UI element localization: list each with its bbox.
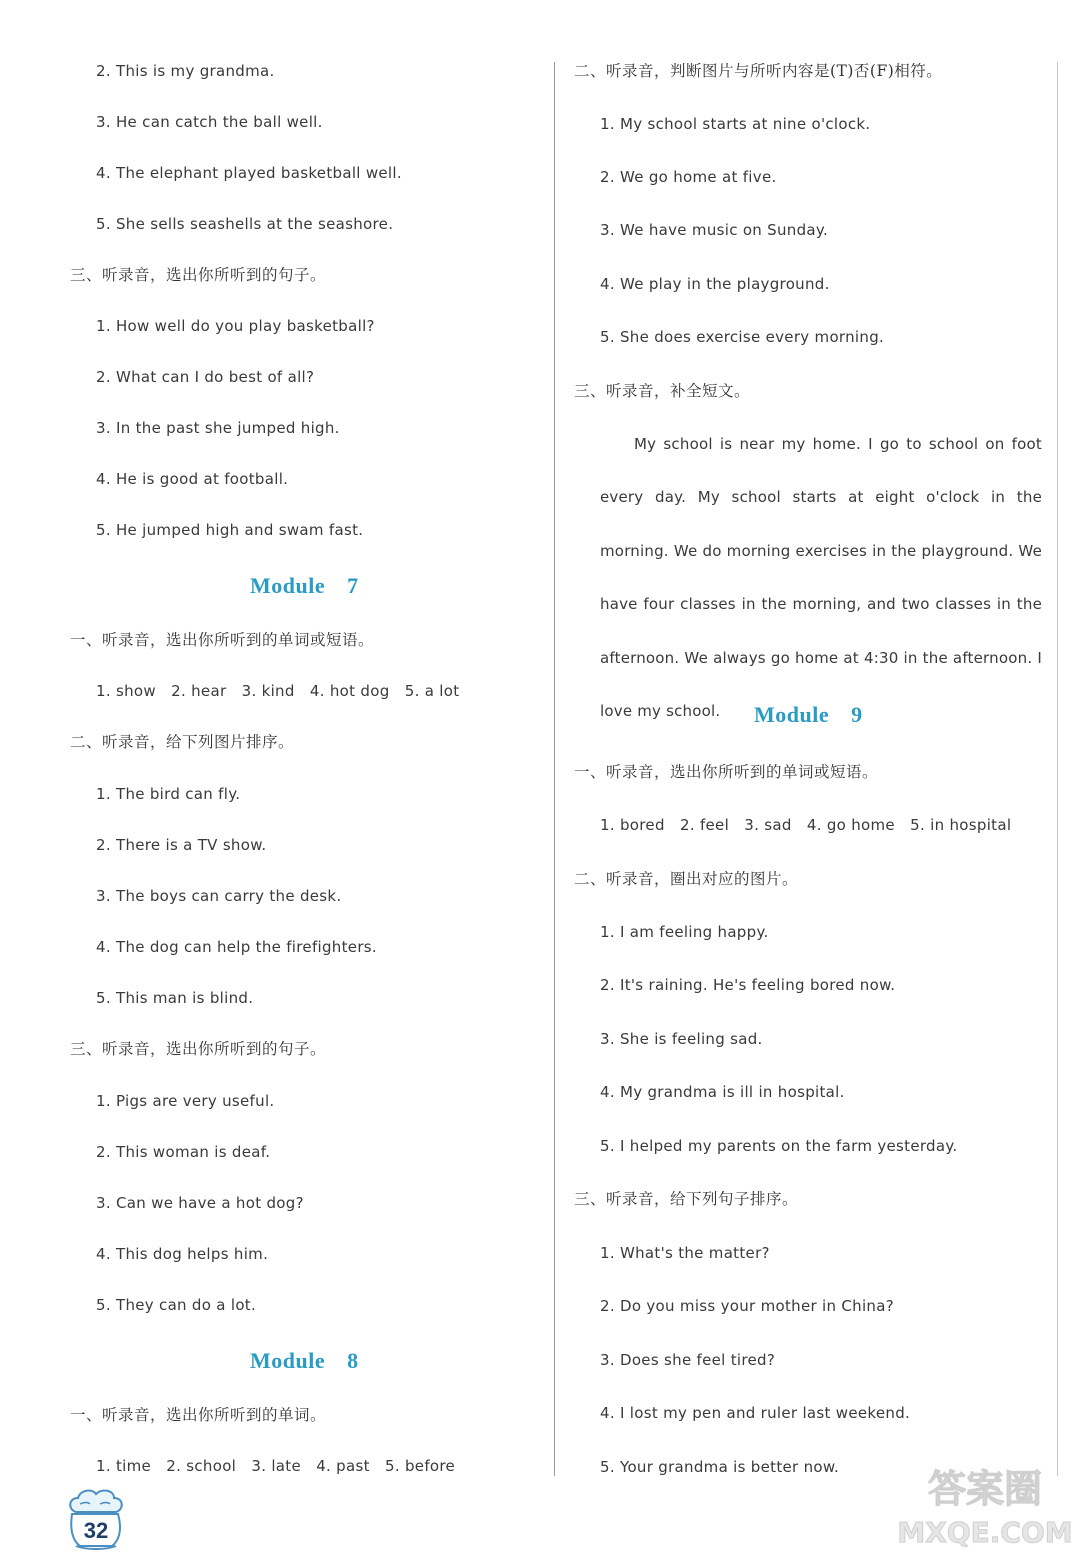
- list-item: 5. He jumped high and swam fast.: [96, 521, 364, 539]
- list-item: 3. The boys can carry the desk.: [96, 887, 342, 905]
- section-heading: 二、听录音，给下列图片排序。: [70, 733, 295, 751]
- list-item: 2. There is a TV show.: [96, 836, 267, 854]
- list-item: 1. The bird can fly.: [96, 785, 241, 803]
- module-title: [250, 1348, 359, 1374]
- list-item: 5. She does exercise every morning.: [600, 328, 885, 346]
- list-item: 3. Does she feel tired?: [600, 1351, 776, 1369]
- list-item: 3. He can catch the ball well.: [96, 113, 323, 131]
- list-item: 5. Your grandma is better now.: [600, 1458, 840, 1476]
- list-item: 3. She is feeling sad.: [600, 1030, 763, 1048]
- module-label: Module: [754, 702, 830, 727]
- module-label: Module: [250, 1348, 326, 1373]
- list-item: 3. Can we have a hot dog?: [96, 1194, 304, 1212]
- passage-paragraph: [600, 418, 1042, 738]
- word-list: 1. bored 2. feel 3. sad 4. go home 5. in hospital: [600, 816, 1012, 834]
- list-item: 2. Do you miss your mother in China?: [600, 1297, 894, 1315]
- passage-text: My school is near my home. I go to school on foot every day. My school starts at eight o'clock in the morning. We do morning exercises in the playground. We have four classes in the morning, and two classes in the afternoon. We always go home at 4:30 in the afternoon. I love my school.: [600, 435, 1042, 721]
- section-heading: 一、听录音，选出你所听到的单词或短语。: [574, 763, 879, 781]
- list-item: 2. This woman is deaf.: [96, 1143, 271, 1161]
- module-number: 9: [851, 702, 863, 727]
- section-heading: 一、听录音，选出你所听到的单词或短语。: [70, 631, 375, 649]
- word-list: 1. time 2. school 3. late 4. past 5. before: [96, 1457, 456, 1475]
- list-item: 4. We play in the playground.: [600, 275, 830, 293]
- module-number: 8: [347, 1348, 359, 1373]
- list-item: 1. My school starts at nine o'clock.: [600, 115, 871, 133]
- list-item: 4. He is good at football.: [96, 470, 289, 488]
- page-edge-line: [1057, 62, 1058, 1476]
- list-item: 1. How well do you play basketball?: [96, 317, 375, 335]
- section-heading: 三、听录音，选出你所听到的句子。: [70, 1040, 327, 1058]
- word-list: 1. show 2. hear 3. kind 4. hot dog 5. a lot: [96, 682, 460, 700]
- list-item: 5. This man is blind.: [96, 989, 254, 1007]
- list-item: 1. What's the matter?: [600, 1244, 770, 1262]
- list-item: 1. Pigs are very useful.: [96, 1092, 275, 1110]
- list-item: 4. My grandma is ill in hospital.: [600, 1083, 845, 1101]
- list-item: 2. This is my grandma.: [96, 62, 275, 80]
- watermark-line1: 答案圈: [927, 1467, 1043, 1511]
- list-item: 2. It's raining. He's feeling bored now.: [600, 976, 896, 994]
- column-divider: [554, 62, 555, 1476]
- module-title: [250, 573, 359, 599]
- list-item: 4. The elephant played basketball well.: [96, 164, 402, 182]
- section-heading: 二、听录音，判断图片与所听内容是(T)否(F)相符。: [574, 62, 943, 80]
- list-item: 4. This dog helps him.: [96, 1245, 269, 1263]
- section-heading: 三、听录音，补全短文。: [574, 382, 751, 400]
- list-item: 5. I helped my parents on the farm yesterday.: [600, 1137, 958, 1155]
- list-item: 5. She sells seashells at the seashore.: [96, 215, 394, 233]
- module-title: [754, 702, 863, 728]
- list-item: 1. I am feeling happy.: [600, 923, 769, 941]
- list-item: 3. In the past she jumped high.: [96, 419, 340, 437]
- page-number-badge: [62, 1488, 128, 1550]
- page-number: 32: [83, 1518, 109, 1543]
- section-heading: 三、听录音，选出你所听到的句子。: [70, 266, 327, 284]
- module-number: 7: [347, 573, 359, 598]
- section-heading: 二、听录音，圈出对应的图片。: [574, 870, 799, 888]
- list-item: 2. What can I do best of all?: [96, 368, 315, 386]
- list-item: 4. The dog can help the firefighters.: [96, 938, 377, 956]
- list-item: 4. I lost my pen and ruler last weekend.: [600, 1404, 911, 1422]
- list-item: 2. We go home at five.: [600, 168, 777, 186]
- module-label: Module: [250, 573, 326, 598]
- section-heading: 一、听录音，选出你所听到的单词。: [70, 1406, 327, 1424]
- list-item: 3. We have music on Sunday.: [600, 221, 829, 239]
- section-heading: 三、听录音，给下列句子排序。: [574, 1190, 799, 1208]
- list-item: 5. They can do a lot.: [96, 1296, 257, 1314]
- watermark-line2: MXQE.COM: [897, 1516, 1073, 1549]
- watermark-logo: [896, 1458, 1074, 1550]
